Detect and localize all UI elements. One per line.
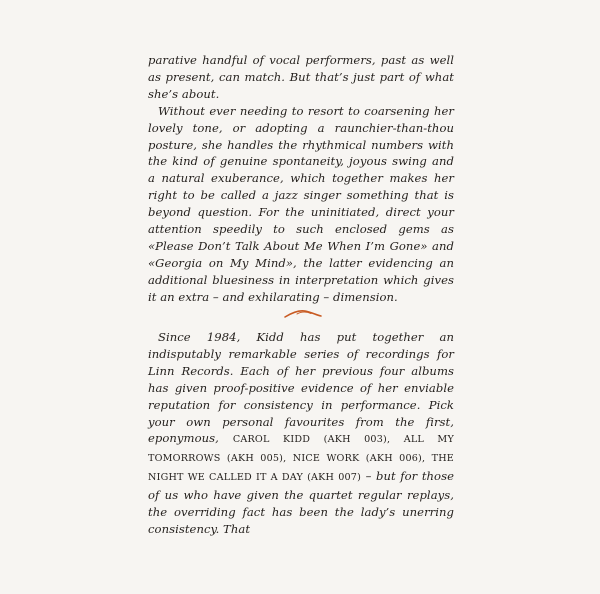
paragraph-2: Without ever needing to resort to coarsening her lovely tone, or adopting a raunchier-than-thou posture, she handles the rhythmical numbers with the kind of genuine spontaneity, joyous swing and a natural exuberance, which together makes her right to be called a jazz singer something that is beyond question. For the uninitiated, direct your attention speedily to such enclosed gems as «Please Don’t Talk About Me When I’m Gone» and «Georgia on My Mind», the latter evidencing an additional bluesiness in interpretation which gives it an extra – and exhilarating – dimension.	[148, 103, 454, 304]
text-block-bottom	[148, 329, 454, 538]
paragraph-3-outro: – but for those of us who have given the quartet regular replays, the overriding fact has been the lady’s unerring consistency. That	[148, 469, 454, 536]
text-block-top	[148, 52, 454, 306]
paragraph-3	[148, 329, 454, 538]
paragraph-3-intro: Since 1984, Kidd has put together an indisputably remarkable series of recordings for Linn Records. Each of her previous four albums has given proof-positive evidence of her enviable reputation for consistency in performance. Pick your own personal favourites from the first, eponymous,	[148, 330, 454, 446]
paragraph-1: parative handful of vocal performers, past as well as present, can match. But that’s just part of what she’s about.	[148, 53, 454, 101]
ornament-swash-icon	[283, 308, 323, 320]
album-list: CAROL KIDD (AKH 003), ALL MY TOMORROWS (AKH 005), NICE WORK (AKH 006), THE NIGHT WE CALLED IT A DAY (AKH 007)	[148, 434, 454, 484]
